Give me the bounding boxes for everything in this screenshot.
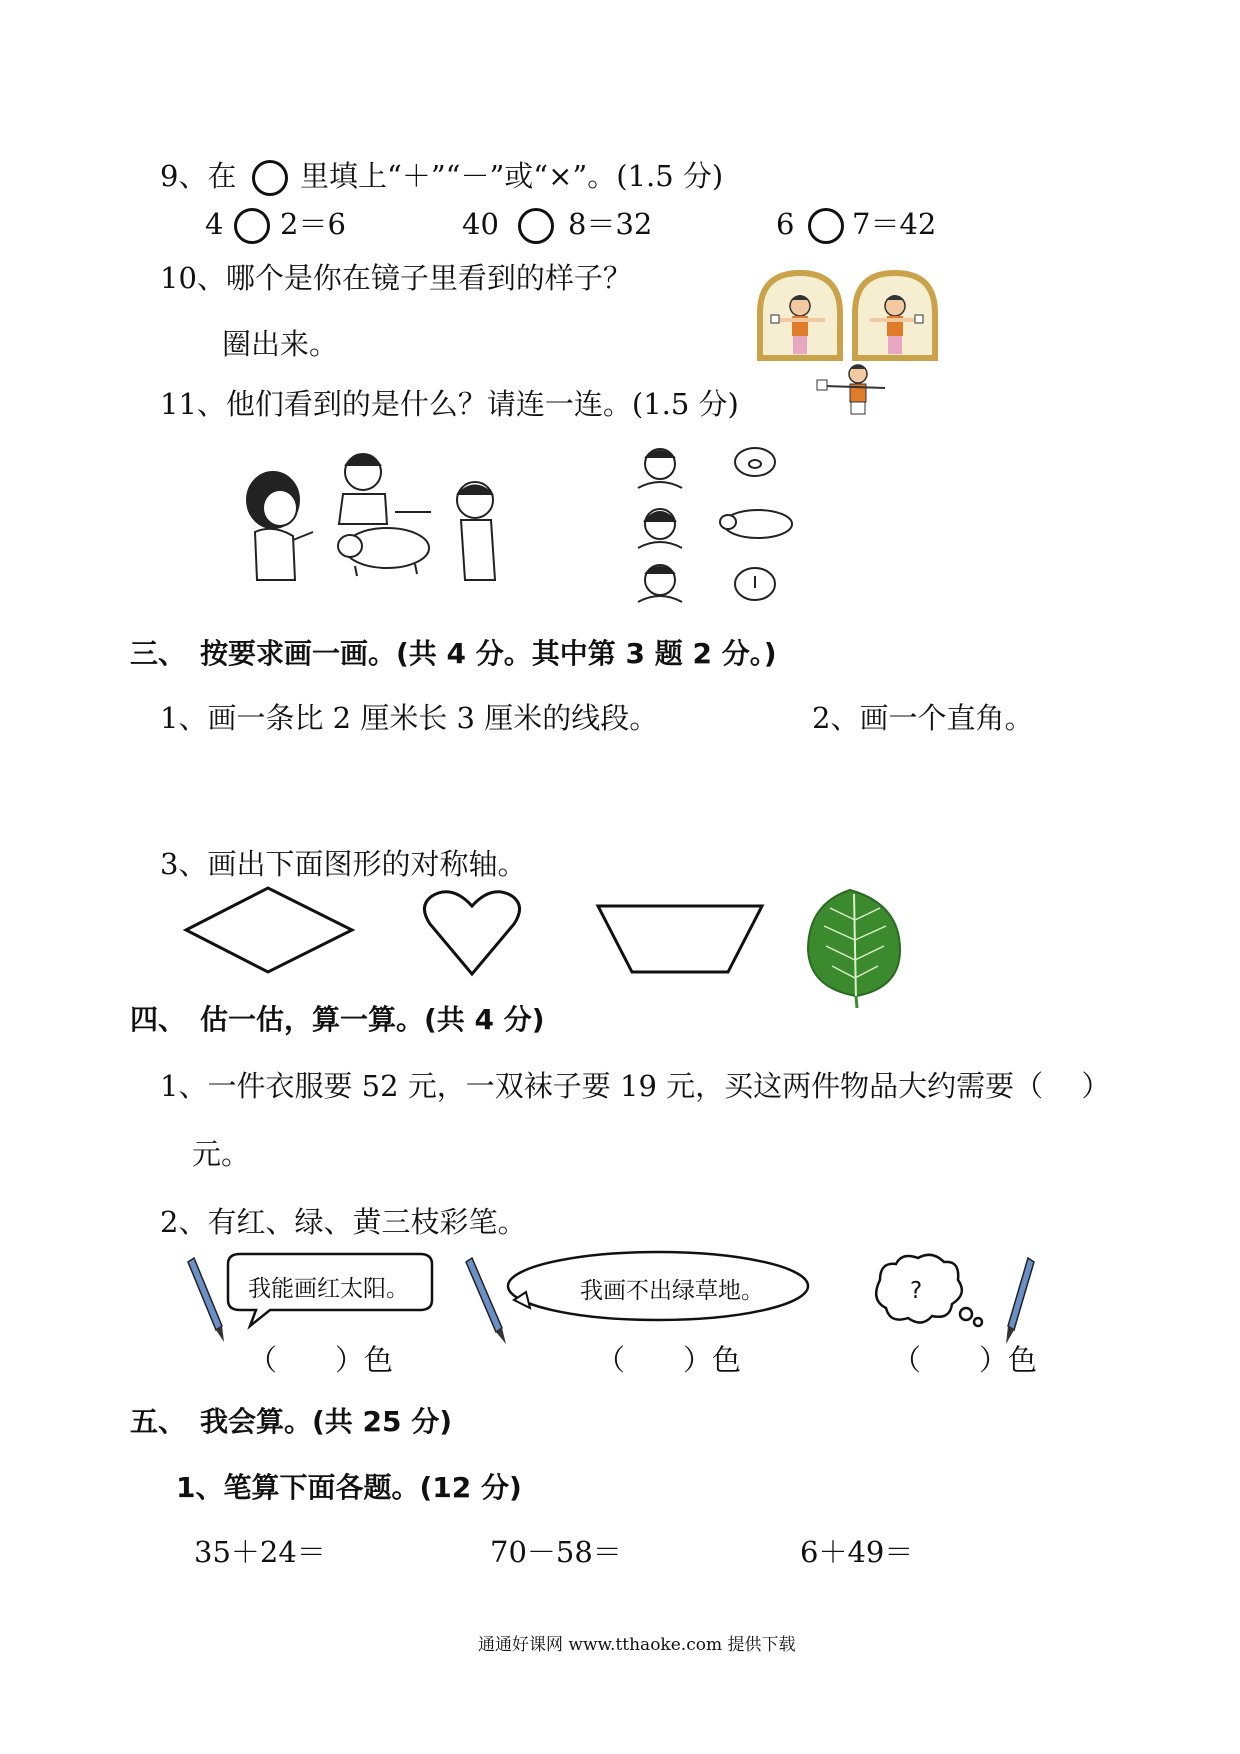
mirror-left[interactable] (760, 273, 840, 358)
q9-eq2-left: 40 (462, 207, 499, 241)
q9-prefix: 9、在 (160, 159, 237, 193)
page-footer: 通通好课网 www.tthaoke.com 提供下载 (478, 1635, 796, 1655)
color-blank-2[interactable]: （ ）色 (596, 1343, 742, 1377)
pig-view-back[interactable] (735, 568, 775, 600)
color-blank-3[interactable]: （ ）色 (892, 1343, 1038, 1377)
heart-shape[interactable] (424, 892, 519, 974)
mirror-images-figure (755, 268, 945, 418)
leaf-shape[interactable] (808, 890, 900, 1008)
face-view-3[interactable] (638, 565, 682, 602)
answer-circle[interactable] (252, 160, 288, 196)
section3-title: 三、 按要求画一画。(共 4 分。其中第 3 题 2 分。) (130, 637, 777, 670)
q9-eq1-left: 4 (205, 207, 224, 241)
answer-circle[interactable] (808, 208, 844, 244)
trapezoid-shape[interactable] (598, 906, 762, 972)
bubble2-text: 我画不出绿草地。 (580, 1278, 764, 1304)
face-view-2[interactable] (638, 509, 682, 548)
q11-question: 11、他们看到的是什么？请连一连。(1.5 分) (160, 387, 739, 421)
rhombus-shape[interactable] (186, 888, 352, 972)
q9-eq3-left: 6 (776, 207, 795, 241)
sec3-q3: 3、画出下面图形的对称轴。 (160, 847, 527, 881)
pen-icon (1006, 1258, 1034, 1344)
pig-view-front[interactable] (735, 448, 775, 476)
sec5-sub1: 1、笔算下面各题。(12 分) (176, 1471, 522, 1504)
section5-title: 五、 我会算。(共 25 分) (130, 1405, 453, 1438)
pig-view-side[interactable] (720, 510, 792, 538)
mirror-right[interactable] (855, 273, 935, 358)
bubble1-text: 我能画红太阳。 (248, 1276, 409, 1302)
symmetry-shapes (180, 880, 940, 1010)
thought-cloud (876, 1255, 982, 1326)
sec3-q2: 2、画一个直角。 (812, 701, 1034, 735)
pen-icon (466, 1258, 506, 1344)
child-reference (817, 365, 885, 415)
q9-instruction: 里填上“＋”“－”或“×”。(1.5 分) (300, 159, 724, 193)
section4-title: 四、 估一估，算一算。(共 4 分) (130, 1003, 545, 1036)
q9-eq3-right: 7＝42 (852, 207, 937, 241)
answer-circle[interactable] (234, 208, 270, 244)
face-view-1[interactable] (638, 449, 682, 488)
pen-icon (188, 1258, 224, 1342)
q9-eq1-right: 2＝6 (280, 207, 346, 241)
bubble3-text: ? (910, 1278, 923, 1304)
answer-circle[interactable] (518, 208, 554, 244)
color-blank-1[interactable]: （ ）色 (248, 1343, 394, 1377)
views-figure (630, 440, 800, 610)
q9-eq2-right: 8＝32 (568, 207, 653, 241)
q10-question: 10、哪个是你在镜子里看到的样子？ (160, 261, 632, 295)
q10-instruction: 圈出来。 (222, 327, 339, 361)
observers-scene (235, 440, 535, 600)
sec4-q2: 2、有红、绿、黄三枝彩笔。 (160, 1205, 527, 1239)
sec4-q1-line2: 元。 (192, 1137, 251, 1171)
calc-2: 70－58＝ (490, 1535, 622, 1569)
sec3-q1: 1、画一条比 2 厘米长 3 厘米的线段。 (160, 701, 659, 735)
calc-1: 35＋24＝ (194, 1535, 326, 1569)
sec4-q1-line1: 1、一件衣服要 52 元，一双袜子要 19 元，买这两件物品大约需要（ ） (160, 1069, 1111, 1103)
calc-3: 6＋49＝ (800, 1535, 914, 1569)
